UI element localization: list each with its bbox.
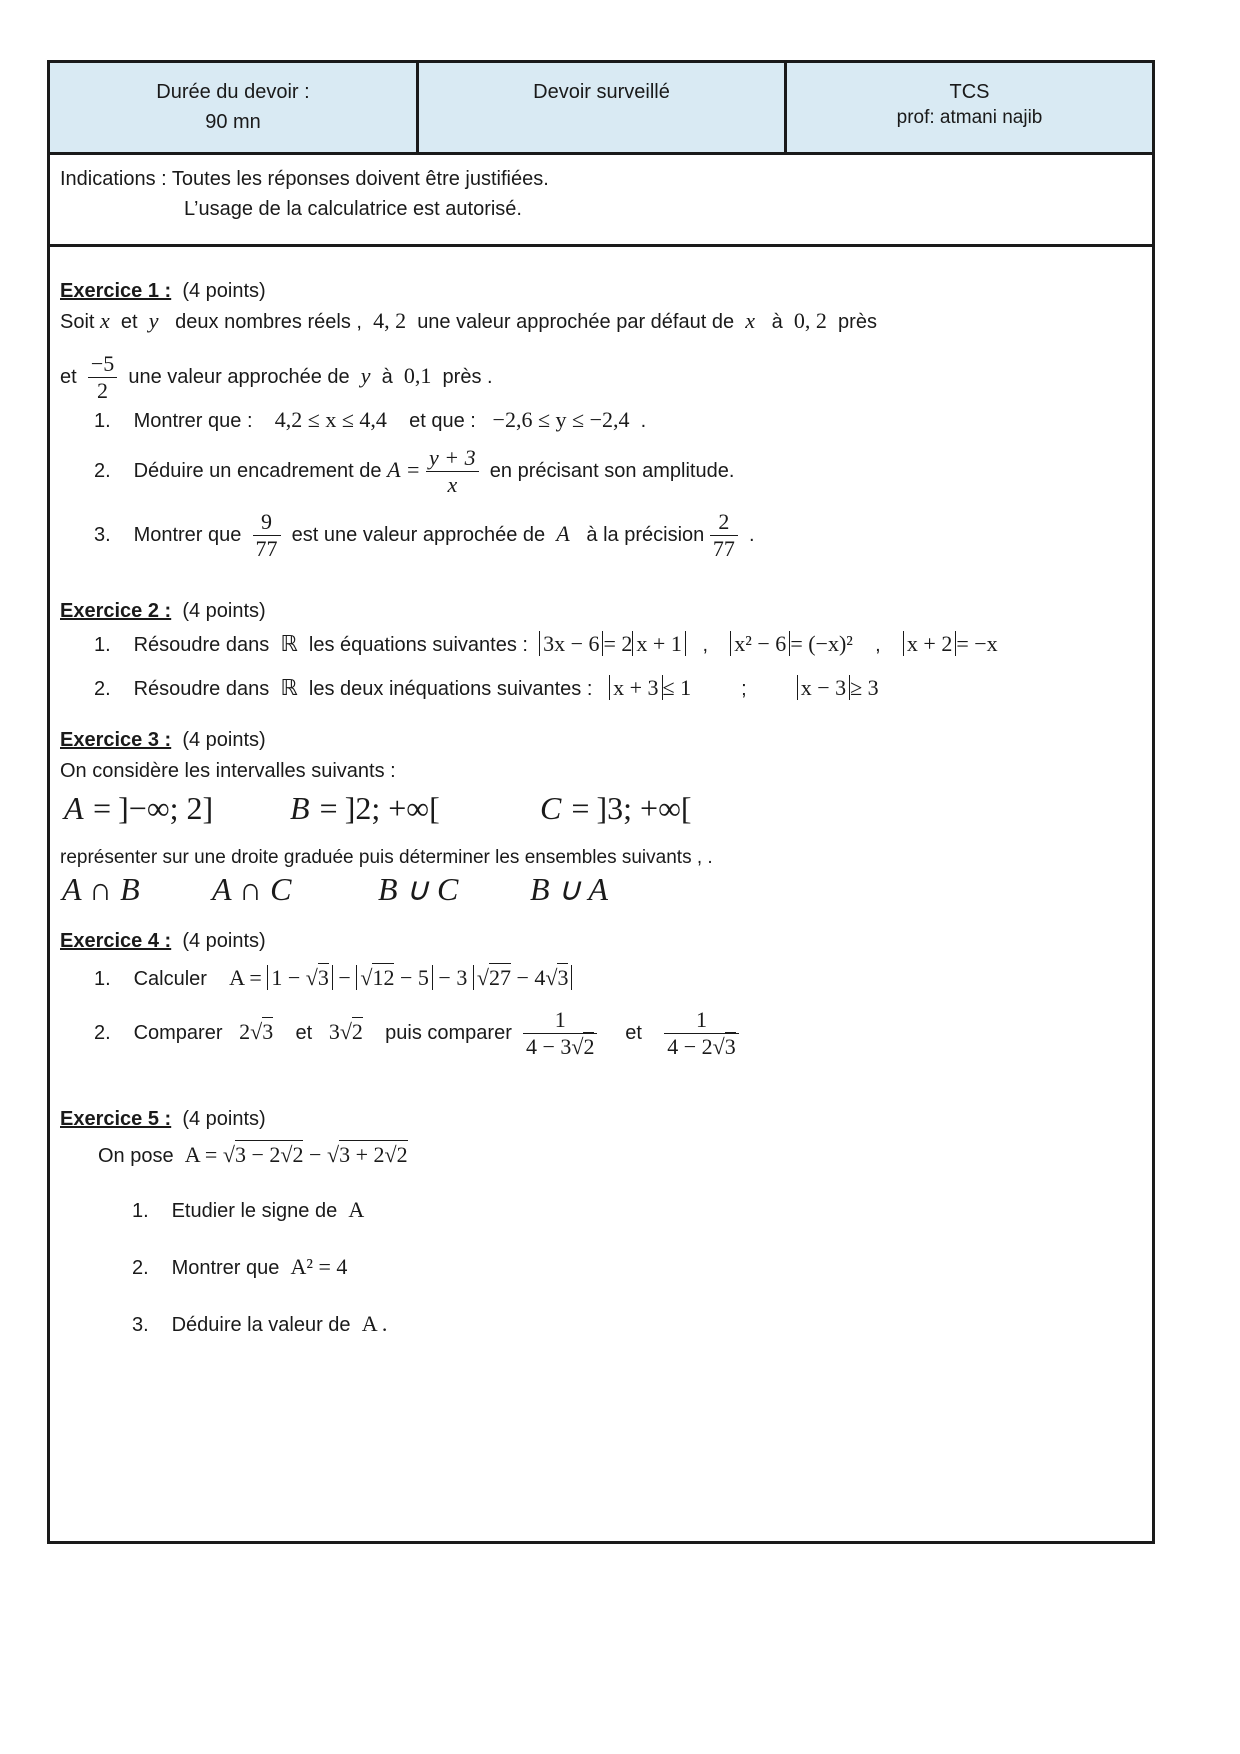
ex1-q1-text: Montrer que : — [133, 410, 253, 432]
ex5-q3 — [132, 1312, 387, 1337]
ex2-title: Exercice 2 : — [60, 600, 172, 622]
ex1-q3-end: . — [748, 524, 755, 546]
q-number: 1. — [132, 1200, 149, 1222]
radicand: 2 — [396, 1142, 408, 1167]
ex5-lhs: A = — [184, 1142, 218, 1167]
ex4-heading — [60, 929, 266, 953]
ex1-var-x: x — [100, 308, 110, 333]
q-number: 1. — [94, 634, 111, 656]
part: 3 + 2 — [339, 1142, 385, 1167]
ex2-q2-text: Résoudre dans — [133, 678, 270, 700]
ex4-q1-part: − 4 — [516, 965, 546, 990]
radicand: 2 — [583, 1034, 595, 1060]
ex4-q2-2sqrt3: 2√3 — [239, 1019, 274, 1044]
ex2-sep-2: , — [875, 634, 881, 656]
q-number: 1. — [94, 410, 111, 432]
ex3-C-interval: ]3; +∞[ — [596, 790, 692, 826]
ex2-eq1-mid: = 2 — [603, 631, 633, 656]
frac-num: −5 — [88, 351, 117, 378]
ex1-q3-text-2: est une valeur approchée de — [291, 524, 546, 546]
sqrt-3: 3 — [317, 965, 329, 990]
ex1-q3 — [94, 505, 755, 564]
ex1-et: et — [120, 311, 138, 333]
ex5-q2-text: Montrer que — [171, 1257, 280, 1279]
ex5-pose: On pose — [98, 1145, 174, 1167]
ex2-eq3-rhs: = −x — [956, 631, 998, 656]
ex1-line-2 — [60, 347, 493, 406]
q-number: 3. — [132, 1314, 149, 1336]
ex1-soit: Soit — [60, 311, 95, 333]
ex1-value-42: 4, 2 — [373, 308, 407, 333]
q-number: 2. — [132, 1257, 149, 1279]
level-label: TCS — [949, 81, 990, 103]
frac-num: y + 3 — [426, 445, 479, 472]
ex4-q2-et: et — [295, 1022, 313, 1044]
header-band — [50, 63, 1152, 155]
frac-den: 77 — [255, 536, 278, 562]
ex1-intro — [60, 309, 877, 334]
ex4-q1-lhs: A = — [229, 965, 262, 990]
ex5-points: (4 points) — [182, 1108, 266, 1130]
ex2-ineq2-abs: x − 3 — [797, 675, 850, 700]
ex2-eq3-abs: x + 2 — [903, 631, 956, 656]
indications-line-2: L’usage de la calculatrice est autorisé. — [184, 198, 522, 220]
ex3-A-interval: ]−∞; 2] — [118, 790, 214, 826]
ex5-q3-text: Déduire la valeur de — [171, 1314, 351, 1336]
frac-num: 1 — [523, 1007, 598, 1034]
ex1-fraction-minus5-over-2 — [88, 351, 117, 404]
ex1-q2-fraction — [426, 445, 479, 498]
ex1-l2-y: y — [360, 363, 371, 388]
ex1-title: Exercice 1 : — [60, 280, 172, 302]
ex1-text-1: deux nombres réels , — [175, 311, 362, 333]
frac-num: 1 — [664, 1007, 739, 1034]
radicand: 2 — [292, 1142, 304, 1167]
exam-frame — [47, 60, 1155, 1544]
q-number: 1. — [94, 968, 111, 990]
ex4-q2 — [94, 1001, 739, 1064]
ex1-q3-text: Montrer que — [133, 524, 242, 546]
ex1-q2-text-2: en précisant son amplitude. — [489, 460, 735, 482]
ex2-q1-text: Résoudre dans — [133, 634, 270, 656]
ex1-value-02: 0, 2 — [793, 308, 827, 333]
ex3-heading — [60, 728, 266, 752]
ex2-q2 — [94, 676, 879, 701]
ex2-eq1-abs-right: x + 1 — [632, 631, 685, 656]
radicand: 3 — [724, 1034, 736, 1060]
ex1-pres: près — [838, 311, 877, 333]
ex2-sep-1: , — [702, 634, 709, 656]
ex5-sqrt-2-body: 3 + 2√2 — [339, 1142, 408, 1167]
frac-den: 4 − 3√2 — [525, 1034, 595, 1060]
header-duration-cell — [50, 63, 419, 152]
coef: 3 — [328, 1019, 340, 1044]
ex3-B — [290, 790, 440, 826]
q-number: 2. — [94, 1022, 111, 1044]
duration-value: 90 mn — [205, 111, 261, 133]
frac-den: 4 − 2√3 — [667, 1034, 736, 1060]
part: 3 − 2 — [234, 1142, 281, 1167]
ex5-q1-text: Etudier le signe de — [171, 1200, 338, 1222]
sqrt-12: 12 — [372, 965, 395, 990]
ex2-q1-text-2: les équations suivantes : — [308, 634, 528, 656]
ex2-eq2-abs: x² − 6 — [730, 631, 790, 656]
ex4-q2-et-2: et — [625, 1022, 642, 1044]
ex4-q1-abs-2: √12 − 5 — [356, 965, 433, 990]
ex2-ineq2-rhs: ≥ 3 — [850, 675, 879, 700]
frac-den: 77 — [712, 536, 735, 562]
ex1-q1-text-2: et que : — [409, 410, 476, 432]
ex4-q2-text-2: puis comparer — [385, 1022, 512, 1044]
ex3-B-interval: ]2; +∞[ — [344, 790, 440, 826]
ex3-title: Exercice 3 : — [60, 729, 172, 751]
sqrt-3: 3 — [557, 965, 569, 990]
ex1-heading — [60, 279, 266, 303]
ex4-q1 — [94, 966, 572, 991]
ex3-set-1: A ∩ B — [62, 871, 140, 907]
ex5-sqrt-1-body: 3 − 2√2 — [234, 1142, 304, 1167]
coef: 2 — [239, 1019, 251, 1044]
ex5-q2 — [132, 1255, 347, 1280]
ex5-sqrt-2: √3 + 2√2 — [327, 1142, 408, 1167]
ex3-C — [540, 790, 692, 826]
ex5-q3-math: A . — [361, 1311, 388, 1336]
ex3-C-lhs: C = — [540, 790, 591, 826]
den-part: 4 − 3 — [525, 1034, 572, 1060]
frac-den: 2 — [97, 378, 109, 404]
ex4-q1-part: 1 − — [271, 965, 301, 990]
ex2-ineq1-abs: x + 3 — [609, 675, 662, 700]
ex4-q2-3sqrt2: 3√2 — [328, 1019, 363, 1044]
ex3-text: représenter sur une droite graduée puis déterminer les ensembles suivants , . — [60, 847, 713, 868]
ex4-q2-fraction-1 — [523, 1007, 598, 1060]
exam-title: Devoir surveillé — [533, 81, 670, 103]
ex5-title: Exercice 5 : — [60, 1108, 172, 1130]
ex2-eq1-abs-left: 3x − 6 — [539, 631, 603, 656]
ex5-heading — [60, 1107, 266, 1131]
ex1-q3-fraction-2-77 — [710, 509, 738, 562]
ex1-q2-text: Déduire un encadrement de — [133, 460, 382, 482]
q-number: 3. — [94, 524, 111, 546]
ex1-l2-et: et — [60, 366, 77, 388]
radicand: 3 — [262, 1019, 274, 1044]
reals-symbol: ℝ — [280, 631, 298, 656]
q-number: 2. — [94, 460, 111, 482]
indications-line-1: Indications : Toutes les réponses doivent être justifiées. — [60, 168, 549, 190]
teacher-name: prof: atmani najib — [896, 107, 1043, 128]
ex2-q2-text-2: les deux inéquations suivantes : — [308, 678, 593, 700]
ex5-q1 — [132, 1198, 364, 1223]
ex1-q3-A: A — [556, 521, 570, 546]
ex4-q1-minus-3: − 3 — [438, 965, 468, 990]
ex2-eq2-rhs: = (−x)² — [790, 631, 853, 656]
ex2-points: (4 points) — [182, 600, 266, 622]
ex5-sqrt-1: √3 − 2√2 — [222, 1142, 304, 1167]
duration-label: Durée du devoir : — [156, 81, 310, 103]
frac-num: 9 — [253, 509, 281, 536]
ex1-points: (4 points) — [182, 280, 266, 302]
ex3-points: (4 points) — [182, 729, 266, 751]
ex4-q1-abs-3: √27 − 4√3 — [473, 965, 573, 990]
sqrt-27: 27 — [488, 965, 511, 990]
ex1-q2-lhs: A = — [387, 457, 421, 482]
ex1-q1-inequality-x: 4,2 ≤ x ≤ 4,4 — [274, 407, 387, 432]
ex1-text-2: une valeur approchée par défaut de — [417, 311, 735, 333]
header-level-cell — [787, 63, 1152, 152]
ex2-ineq1-rhs: ≤ 1 — [662, 675, 692, 700]
ex1-l2-text: une valeur approchée de — [128, 366, 350, 388]
ex1-q2 — [94, 441, 734, 500]
ex4-points: (4 points) — [182, 930, 266, 952]
ex3-set-2: A ∩ C — [212, 871, 292, 907]
q-number: 2. — [94, 678, 111, 700]
ex3-intro: On considère les intervalles suivants : — [60, 760, 396, 782]
ex4-q1-text: Calculer — [133, 968, 207, 990]
indications-box — [50, 155, 1152, 247]
reals-symbol: ℝ — [280, 675, 298, 700]
ex1-q3-text-3: à la précision — [586, 524, 705, 546]
ex3-A-lhs: A = — [64, 790, 113, 826]
ex2-q1 — [94, 632, 998, 657]
ex5-minus: − — [309, 1142, 322, 1167]
ex1-l2-value-01: 0,1 — [403, 363, 432, 388]
den-part: 4 − 2 — [667, 1034, 713, 1060]
ex1-q1 — [94, 408, 646, 433]
ex1-var-x-2: x — [745, 308, 755, 333]
frac-num: 2 — [710, 509, 738, 536]
ex4-q1-minus: − — [338, 965, 351, 990]
ex1-a: à — [771, 311, 783, 333]
ex5-definition — [98, 1143, 408, 1168]
ex3-intervals — [64, 790, 213, 830]
ex3-set-3: B ∪ C — [378, 871, 459, 907]
frac-den: x — [447, 472, 458, 498]
ex4-q1-part: − 5 — [399, 965, 429, 990]
ex5-q2-math: A² = 4 — [290, 1254, 348, 1279]
ex1-l2-a: à — [381, 366, 393, 388]
ex1-q1-end: . — [640, 410, 647, 432]
header-title-cell — [419, 63, 787, 152]
ex2-heading — [60, 599, 266, 623]
radicand: 2 — [351, 1019, 363, 1044]
ex5-q1-A: A — [348, 1197, 365, 1222]
ex4-title: Exercice 4 : — [60, 930, 172, 952]
ex4-q1-abs-1: 1 − √3 — [267, 965, 333, 990]
ex1-q3-fraction-9-77 — [253, 509, 281, 562]
ex1-q1-inequality-y: −2,6 ≤ y ≤ −2,4 — [492, 407, 630, 432]
ex4-q2-text: Comparer — [133, 1022, 223, 1044]
ex4-q2-fraction-2 — [664, 1007, 739, 1060]
ex2-sep: ; — [741, 678, 747, 700]
ex1-l2-pres: près . — [442, 366, 493, 388]
ex1-var-y: y — [148, 308, 159, 333]
ex3-B-lhs: B = — [290, 790, 340, 826]
ex3-set-4: B ∪ A — [530, 871, 608, 907]
